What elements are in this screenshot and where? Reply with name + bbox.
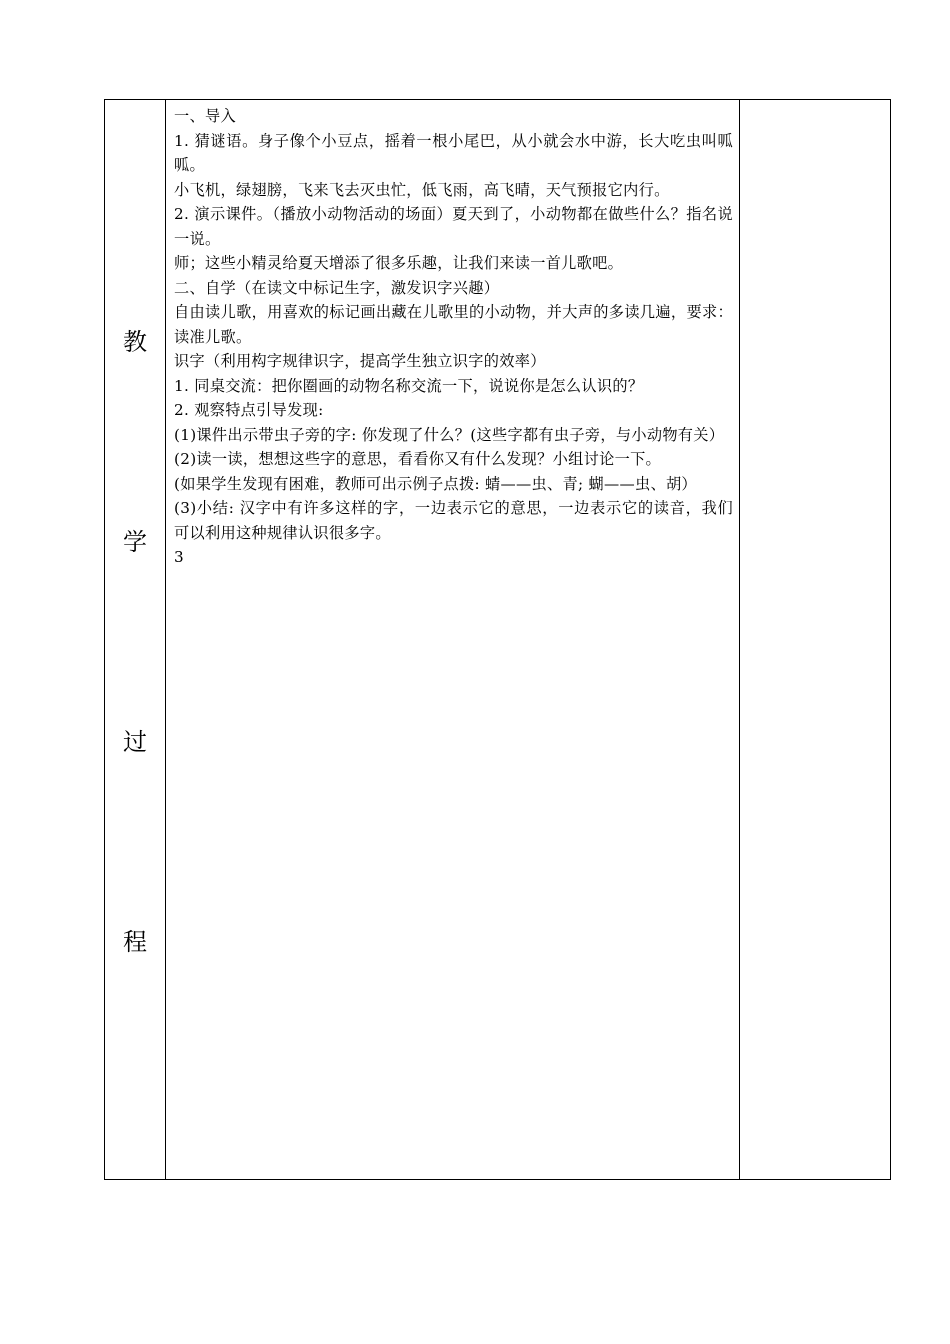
lesson-content-column xyxy=(166,100,740,1179)
content-line: 识字（利用构字规律识字，提高学生独立识字的效率） xyxy=(174,352,546,370)
content-line: 1. 同桌交流：把你圈画的动物名称交流一下，说说你是怎么认识的？ xyxy=(174,376,644,395)
content-line: 1. 猜谜语。身子像个小豆点，摇着一根小尾巴，从小就会水中游，长大吃虫叫呱呱。 xyxy=(174,131,733,174)
content-line: 3 xyxy=(174,548,184,566)
content-line: (1)课件出示带虫子旁的字: 你发现了什么？(这些字都有虫子旁，与小动物有关） xyxy=(174,425,725,444)
content-line: 自由读儿歌，用喜欢的标记画出藏在儿歌里的小动物，并大声的多读几遍，要求：读准儿歌。 xyxy=(174,303,733,346)
side-label-column xyxy=(105,100,166,1179)
content-line: 师；这些小精灵给夏天增添了很多乐趣，让我们来读一首儿歌吧。 xyxy=(174,254,624,272)
side-label-char: 学 xyxy=(123,528,147,556)
content-line: 2. 演示课件。（播放小动物活动的场面）夏天到了，小动物都在做些什么？指名说一说。 xyxy=(174,205,733,248)
content-line: 小飞机，绿翅膀，飞来飞去灭虫忙，低飞雨，高飞晴，天气预报它内行。 xyxy=(174,180,670,199)
side-label-char: 程 xyxy=(123,928,147,956)
content-line: (2)读一读，想想这些字的意思，看看你又有什么发现？小组讨论一下。 xyxy=(174,450,662,468)
content-line: 一、导入 xyxy=(174,107,236,125)
notes-column xyxy=(740,100,890,1179)
content-line: (3)小结: 汉字中有许多这样的字，一边表示它的意思，一边表示它的读音，我们可以利用这种规律认识很多字。 xyxy=(174,499,733,542)
content-line: (如果学生发现有困难，教师可出示例子点拨: 蜻——虫、青; 蝴——虫、胡） xyxy=(174,474,697,493)
content-line: 二、自学（在读文中标记生字，激发识字兴趣） xyxy=(174,278,500,297)
content-line: 2. 观察特点引导发现: xyxy=(174,401,324,419)
side-label-char: 过 xyxy=(123,728,147,756)
lesson-plan-table xyxy=(104,99,891,1180)
side-label-char: 教 xyxy=(123,328,147,356)
